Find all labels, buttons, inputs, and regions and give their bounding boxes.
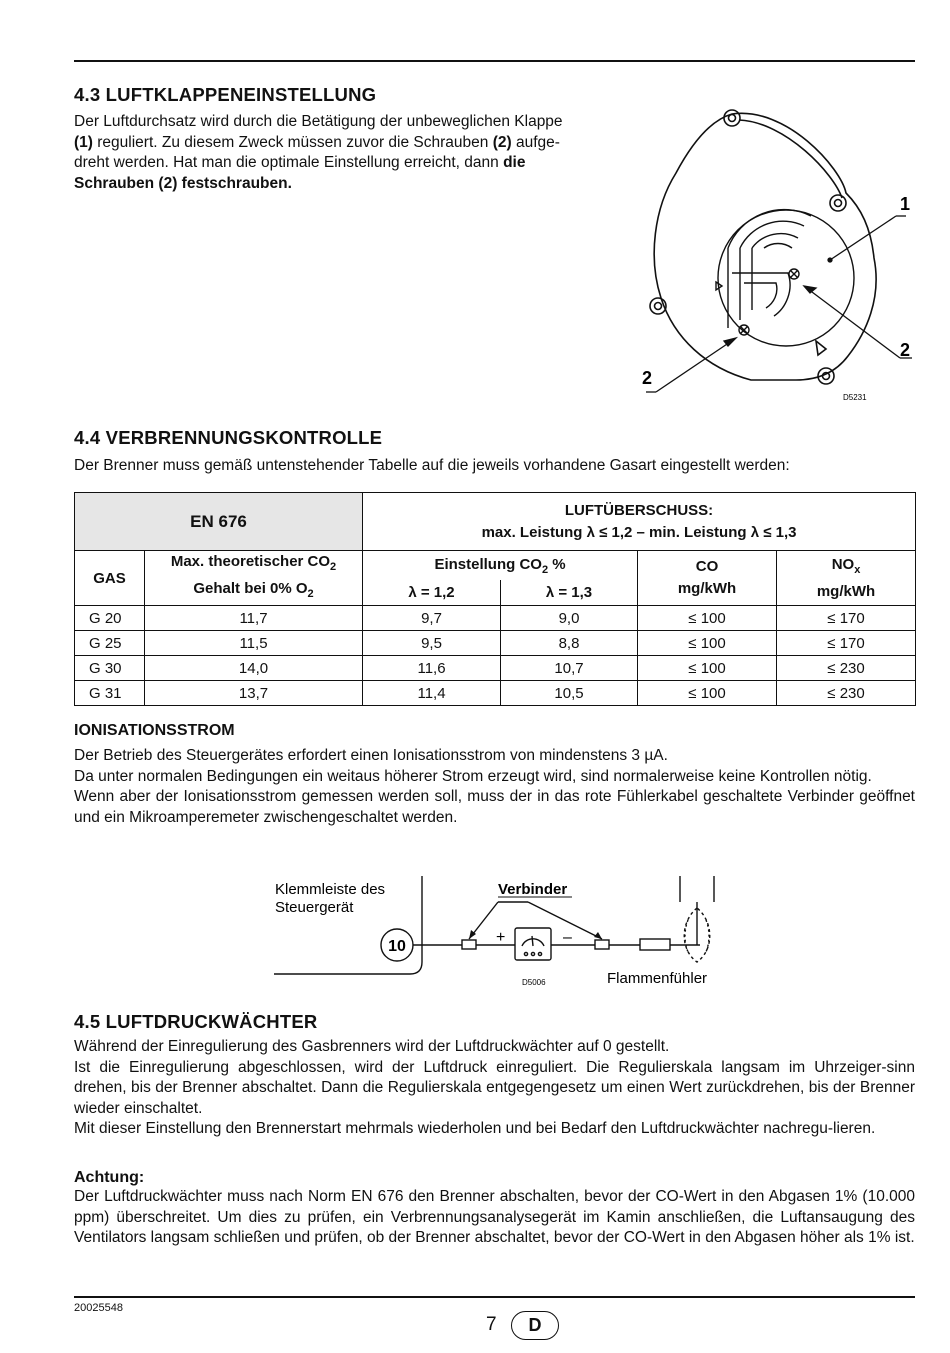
table-norm: EN 676 [75,493,363,551]
minus-sign: – [563,929,572,946]
section-4-5-text: Während der Einregulierung des Gasbrenners wird der Luftdruckwächter auf 0 gestellt. Ist die Einregulierung abgeschlossen, wird der Luftdruck einreguliert. Die Regulierskala langsam im Uhrzeiger-sinn drehen, bis der Brenner abschaltet. Dann die Regulierskala entgegengesetz um einen Wert zurückdrehen, bis der Brenner wieder einschaltet. Mit dieser Einstellung den Brennerstart mehrmals wiederholen und bei Bedarf den Luftdruckwächter nachregu-lieren. [74,1038,915,1137]
fan-damper-figure [636,98,920,408]
document-code: 20025548 [74,1302,123,1314]
col-header-gas: GAS [75,551,145,606]
diagram-code: D5006 [522,978,546,987]
section-4-3-text [74,112,619,194]
section-heading-4-5: 4.5 LUFTDRUCKWÄCHTER [74,1011,318,1032]
terminal-label-line-2: Steuergerät [275,899,354,916]
table-row: G 30 14,0 11,6 10,7 ≤ 100 ≤ 230 [75,656,916,681]
note-heading: Achtung: [74,1169,145,1186]
s43-line-4: Schrauben (2) festschrauben. [74,174,292,192]
section-4-4-intro: Der Brenner muss gemäß untenstehender Tabelle auf die jeweils vorhandene Gasart eingestellt werden: [74,457,790,474]
col-header-lambda-13: λ = 1,3 [501,580,638,605]
note-text: Der Luftdruckwächter muss nach Norm EN 676 den Brenner abschalten, bevor der CO-Wert in den Abgasen 1% (10.000 ppm) überschreitet. Um dies zu prüfen, ein Verbrennungsanalysegerät im Kamin anschließen, die Luftansaugung des Ventilators langsam schließen und prüfen, ob der Brenner abschaltet, bevor der CO-Wert in den Abgasen höher als 1% ist. [74,1188,915,1246]
combustion-table [74,492,916,706]
table-row: G 20 11,7 9,7 9,0 ≤ 100 ≤ 170 [75,606,916,631]
table-row: G 31 13,7 11,4 10,5 ≤ 100 ≤ 230 [75,681,916,706]
table-air-excess: LUFTÜBERSCHUSS: max. Leistung λ ≤ 1,2 – min. Leistung λ ≤ 1,3 [363,493,916,551]
language-badge: D [511,1311,559,1340]
ionisation-text: Der Betrieb des Steuergerätes erfordert einen Ionisationsstrom von mindenstens 3 µA. Da unter normalen Bedingungen ein weitaus höherer Strom erzeugt wird, sind normalerweise keine Kontrollen nötig. Wenn aber der Ionisationsstrom gemessen werden soll, muss der in das rote Fühlerkabel geschaltete Verbinder geöffnet und ein Mikroamperemeter zwischengeschaltet werden. [74,747,915,826]
bottom-rule [74,1296,915,1298]
col-header-setting: Einstellung $CO_2$ % [363,551,638,581]
terminal-label-line-1: Klemmleiste des [275,881,386,898]
terminal-number: 10 [388,938,406,955]
sensor-label: Flammenfühler [607,970,708,987]
section-heading-4-3: 4.3 LUFTKLAPPENEINSTELLUNG [74,84,377,105]
plus-sign: + [496,929,506,946]
col-header-co: CO mg/kWh [638,551,777,606]
table-row: G 25 11,5 9,5 8,8 ≤ 100 ≤ 170 [75,631,916,656]
section-heading-4-4: 4.4 VERBRENNUNGSKONTROLLE [74,427,383,448]
top-rule [74,60,915,62]
callout-2-left: 2 [642,368,653,388]
ionisation-heading: IONISATIONSSTROM [74,722,235,739]
connector-label: Verbinder [498,881,568,898]
callout-2-right: 2 [900,340,911,360]
col-header-max-co2: Max. theoretischer $CO_2$ Gehalt bei 0% $O_2$ [145,551,363,606]
ionisation-measurement-diagram [270,872,730,992]
s43-line-2: (1) reguliert. Zu diesem Zweck müssen zuvor die Schrauben (2) aufge- [74,133,560,151]
col-header-lambda-12: λ = 1,2 [363,580,501,605]
callout-1: 1 [900,194,911,214]
col-header-nox: $NO_x$ mg/kWh [777,551,916,606]
figure-code: D5231 [843,393,867,402]
s43-line-1: Der Luftdurchsatz wird durch die Betätigung der unbeweglichen Klappe [74,113,563,130]
s43-line-3: dreht werden. Hat man die optimale Einstellung erreicht, dann die [74,154,526,171]
page-number: 7 [486,1314,497,1335]
